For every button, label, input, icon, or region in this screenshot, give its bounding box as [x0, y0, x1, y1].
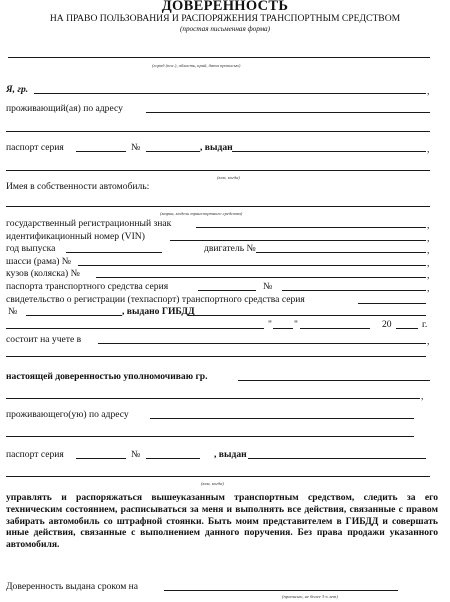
vin-line[interactable]	[170, 240, 426, 241]
term-label: Доверенность выдана сроком на	[6, 581, 139, 592]
agent-name-line[interactable]	[238, 380, 430, 381]
year-prefix: 20	[382, 319, 392, 330]
reg-plate-line[interactable]	[196, 227, 426, 228]
year-label: год выпуска	[6, 243, 56, 254]
year-line[interactable]	[66, 252, 162, 253]
principal-number-sign: №	[131, 142, 141, 153]
comma: ,	[427, 220, 430, 231]
term-hint: (прописью, не более 3-х лет)	[282, 594, 338, 599]
pts-number-line[interactable]	[282, 290, 426, 291]
gibdd-line-2[interactable]	[6, 328, 264, 329]
cert-series-line[interactable]	[358, 303, 426, 304]
principal-passport-label: паспорт серия	[6, 142, 64, 153]
comma: ,	[427, 270, 430, 281]
agent-address-line-2[interactable]	[6, 436, 414, 437]
ya-gr-label: Я, гр.	[6, 84, 29, 95]
form-type-note: (простая письменная форма)	[179, 25, 271, 33]
authorize-label: настоящей доверенностью уполномочиваю гр.	[6, 371, 208, 382]
place-date-hint: (город (пос.), область, край, дата прописью)	[152, 63, 241, 68]
car-model-line[interactable]	[6, 206, 430, 207]
principal-issued-line[interactable]	[232, 151, 426, 152]
agent-issued-label: , выдан	[214, 449, 247, 460]
cert-label: свидетельство о регистрации (техпаспорт) транспортного средства серия	[6, 294, 305, 305]
vin-label: идентификационный номер (VIN)	[6, 231, 145, 242]
agent-passport-series-line[interactable]	[76, 458, 126, 459]
engine-label: двигатель №	[204, 243, 256, 254]
agent-issued-by-hint: (кем, когда)	[201, 481, 224, 486]
cert-number-sign: №	[8, 306, 18, 317]
date-year-line[interactable]	[396, 328, 418, 329]
document-title: ДОВЕРЕННОСТЬ	[161, 0, 289, 14]
document-subtitle: НА ПРАВО ПОЛЬЗОВАНИЯ И РАСПОРЯЖЕНИЯ ТРАНСПОРТНЫМ СРЕДСТВОМ	[49, 13, 401, 24]
principal-residing-label: проживающий(ая) по адресу	[6, 103, 123, 114]
comma: ,	[427, 144, 430, 155]
registered-label: состоит на учете в	[6, 334, 82, 345]
agent-number-sign: №	[131, 449, 141, 460]
agent-name-line-2[interactable]	[6, 398, 420, 399]
date-month-line[interactable]	[300, 328, 370, 329]
principal-passport-number-line[interactable]	[146, 151, 200, 152]
chassis-label: шасси (рама) №	[6, 256, 71, 267]
principal-passport-series-line[interactable]	[76, 151, 126, 152]
date-quote-close: "	[294, 319, 298, 330]
year-suffix: г.	[422, 319, 428, 330]
chassis-line[interactable]	[78, 265, 426, 266]
place-date-line[interactable]	[8, 57, 430, 58]
agent-residing-label: проживающего(ую) по адресу	[6, 409, 129, 420]
principal-issued-line-2[interactable]	[6, 170, 430, 171]
cert-number-line[interactable]	[26, 315, 122, 316]
gibdd-line[interactable]	[188, 315, 426, 316]
issued-by-hint: (кем, когда)	[217, 175, 240, 180]
agent-address-line[interactable]	[150, 418, 414, 419]
powers-paragraph: управлять и распоряжаться вышеуказанным транспортным средством, следить за его техническим состоянием, расписываться за меня и выполнять все действия, связанные с правом забирать автомобиль со штрафной стоянки. Быть моим представителем в ГИБДД и совершать иные действия, связанные с выполнением данного поручения. Без права продажи указанного автомобиля.	[6, 492, 438, 551]
agent-issued-line[interactable]	[248, 458, 426, 459]
reg-plate-label: государственный регистрационный знак	[6, 218, 172, 229]
gibdd-label: , выдано ГИБДД	[122, 306, 195, 317]
engine-line[interactable]	[256, 252, 426, 253]
term-line[interactable]	[164, 590, 398, 591]
pts-label: паспорта транспортного средства серия	[6, 281, 169, 292]
registered-line[interactable]	[98, 343, 426, 344]
date-quote-open: "	[268, 319, 272, 330]
pts-series-line[interactable]	[198, 290, 256, 291]
body-label: кузов (коляска) №	[6, 268, 80, 279]
principal-address-line[interactable]	[146, 112, 430, 113]
car-model-hint: (марка, модель транспортного средства)	[160, 211, 243, 216]
comma: ,	[427, 258, 430, 269]
comma: ,	[427, 86, 430, 97]
comma: ,	[421, 391, 424, 402]
agent-passport-number-line[interactable]	[146, 458, 200, 459]
date-day-line[interactable]	[273, 328, 293, 329]
pts-number-sign: №	[263, 281, 273, 292]
comma: ,	[427, 245, 430, 256]
comma: ,	[427, 233, 430, 244]
comma: ,	[427, 336, 430, 347]
principal-name-line[interactable]	[34, 93, 426, 94]
registered-line-2[interactable]	[6, 356, 426, 357]
agent-issued-line-2[interactable]	[6, 476, 430, 477]
principal-issued-label: , выдан	[200, 142, 233, 153]
agent-passport-label: паспорт серия	[6, 449, 64, 460]
owns-car-label: Имея в собственности автомобиль:	[6, 181, 150, 192]
principal-address-line-2[interactable]	[6, 131, 430, 132]
body-line[interactable]	[96, 277, 426, 278]
comma: ,	[427, 283, 430, 294]
